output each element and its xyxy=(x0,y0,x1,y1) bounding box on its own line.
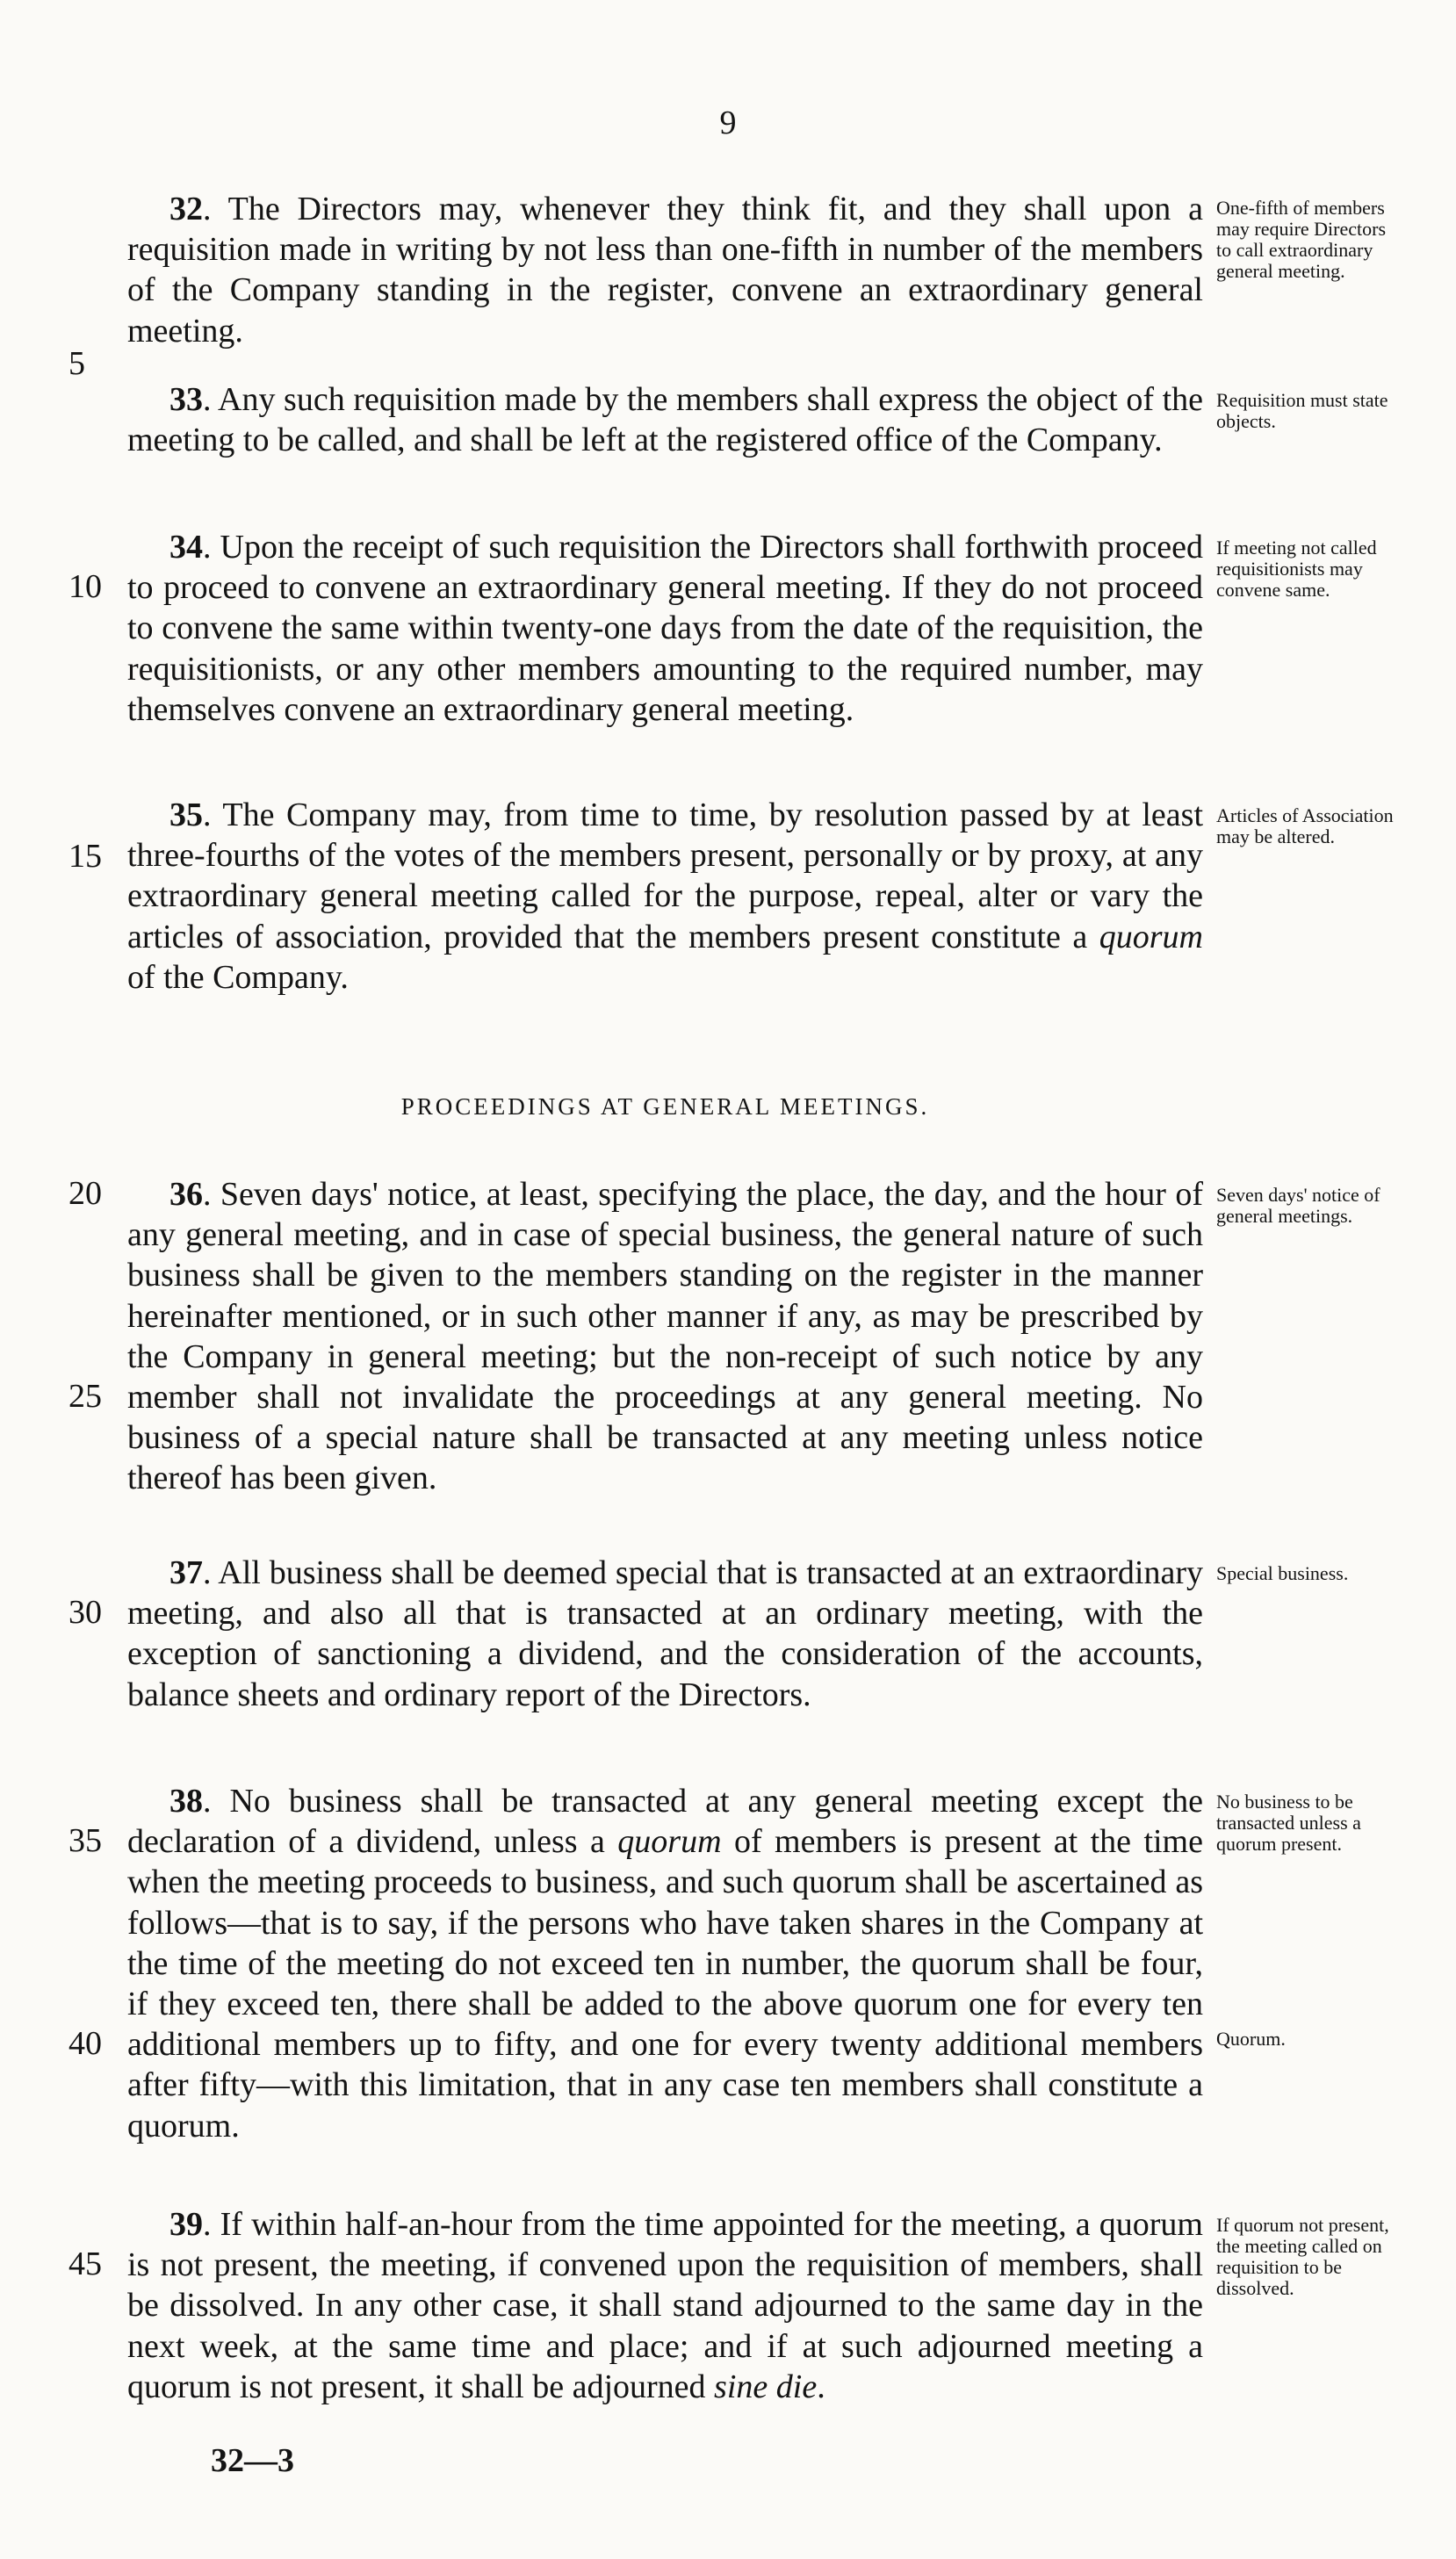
printer-signature: 32—3 xyxy=(211,2442,294,2479)
article-number: 33 xyxy=(169,381,203,418)
line-number: 20 xyxy=(68,1175,102,1212)
margin-note: No business to be transacted unless a quorum present. xyxy=(1216,1791,1361,1855)
article-number: 37 xyxy=(169,1554,203,1591)
article-text: . xyxy=(817,2368,825,2405)
article-33 xyxy=(127,379,1203,460)
article-italic: quorum xyxy=(617,1823,722,1861)
article-35 xyxy=(127,795,1203,998)
article-text: . Any such requisition made by the members shall express the object of the meeting to be called, and shall be left at the registered office of the Company. xyxy=(127,381,1203,459)
margin-note: If meeting not called requisitionists may convene same. xyxy=(1216,537,1377,601)
article-39 xyxy=(127,2204,1203,2407)
article-number: 34 xyxy=(169,529,203,566)
margin-note: Requisition must state objects. xyxy=(1216,389,1388,432)
article-38 xyxy=(127,1781,1203,2146)
article-number: 36 xyxy=(169,1176,203,1213)
article-number: 38 xyxy=(169,1783,203,1820)
article-36 xyxy=(127,1174,1203,1499)
article-34 xyxy=(127,527,1203,730)
page-number: 9 xyxy=(719,105,737,141)
line-number: 10 xyxy=(68,568,102,605)
article-32 xyxy=(127,189,1203,351)
article-number: 35 xyxy=(169,797,203,833)
article-text: of members is present at the time when the meeting proceeds to business, and such quorum shall be ascertained as follows—that is to say, if the persons who have taken shares in the Company at the time of the meeting do not exceed ten in number, the quorum shall be four, if they exceed ten, there shall be added to the above quorum one for every ten additional members up to fifty, and one for every twenty additional members after fifty—with this limitation, that in any case ten members shall constitute a quorum. xyxy=(127,1823,1203,2145)
article-text: . The Directors may, whenever they think fit, and they shall upon a requisition made in writing by not less than one-fifth in number of the members of the Company standing in the register, convene an extraordinary general meeting. xyxy=(127,191,1203,350)
line-number: 35 xyxy=(68,1822,102,1859)
article-37 xyxy=(127,1553,1203,1715)
article-text: . If within half-an-hour from the time appointed for the meeting, a quorum is not present, the meeting, if convened upon the requisition of members, shall be dissolved. In any other case, it shall stand adjourned to the same day in the next week, at the same time and place; and if at such adjourned meeting a quorum is not present, it shall be adjourned xyxy=(127,2206,1203,2405)
article-text: . The Company may, from time to time, by resolution passed by at least three-fourths of the votes of the members present, personally or by proxy, at any extraordinary general meeting called for the purpose, repeal, alter or vary the articles of association, provided that the members present constitute a xyxy=(127,797,1203,955)
article-text: of the Company. xyxy=(127,958,349,996)
article-text: . Upon the receipt of such requisition the Directors shall forthwith proceed to proceed to convene an extraordinary general meeting. If they do not proceed to convene the same within twenty-one days from the date of the requisition, the requisitionists, or any other members amounting to the required number, may themselves convene an extraordinary general meeting. xyxy=(127,529,1203,728)
line-number: 15 xyxy=(68,838,102,875)
article-text: . No business shall be transacted at any general meeting except the declaration of a dividend, unless a xyxy=(127,1783,1203,1861)
margin-note: Articles of Association may be altered. xyxy=(1216,804,1394,847)
margin-note: One-fifth of members may require Directors to call extraordinary general meeting. xyxy=(1216,197,1387,282)
article-number: 39 xyxy=(169,2206,203,2243)
line-number: 30 xyxy=(68,1594,102,1631)
line-number: 5 xyxy=(68,345,85,382)
section-heading: PROCEEDINGS AT GENERAL MEETINGS. xyxy=(400,1093,930,1120)
article-text: . All business shall be deemed special that is transacted at an extraordinary meeting, and also all that is transacted at an ordinary meeting, with the exception of sanctioning a dividend, and the consideration of the accounts, balance sheets and ordinary report of the Directors. xyxy=(127,1554,1203,1713)
article-number: 32 xyxy=(169,191,203,227)
margin-note: Seven days' notice of general meetings. xyxy=(1216,1184,1380,1227)
line-number: 40 xyxy=(68,2025,102,2062)
article-italic: quorum xyxy=(1099,918,1203,955)
line-number: 45 xyxy=(68,2245,102,2282)
margin-note: Special business. xyxy=(1216,1562,1349,1584)
line-number: 25 xyxy=(68,1378,102,1415)
article-text: . Seven days' notice, at least, specifying the place, the day, and the hour of any general meeting, and in case of special business, the general nature of such business shall be given to the members standing on the register in the manner hereinafter mentioned, or in such other manner if any, as may be prescribed by the Company in general meeting; but the non-receipt of such notice by any member shall not invalidate the proceedings at any general meeting. No business of a special nature shall be transacted at any meeting unless notice thereof has been given. xyxy=(127,1176,1203,1497)
margin-note: Quorum. xyxy=(1216,2028,1286,2050)
margin-note: If quorum not present, the meeting called on requisition to be dissolved. xyxy=(1216,2214,1389,2299)
article-italic: sine die xyxy=(714,2368,818,2405)
